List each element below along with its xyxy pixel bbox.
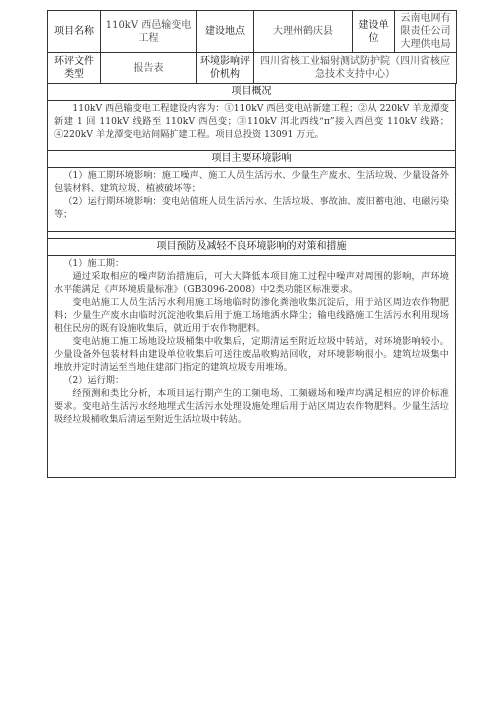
site-value: 大理州鹤庆县 (254, 11, 353, 53)
impacts-body (48, 168, 455, 231)
overview-body (48, 101, 455, 150)
measures-body (48, 256, 455, 477)
site-label: 建设地点 (197, 11, 254, 53)
info-row-2 (48, 53, 457, 84)
measures-title: 项目预防及减轻不良环境影响的对策和措施 (48, 239, 455, 256)
measures-operation: 经预测和类比分析，本项目运行期产生的工频电场、工频磁场和噪声均满足相应的评价标准要求。变电站生活污水经地埋式生活污水处理设施处理后用于站区周边农作物肥料。少量生活垃圾经垃圾桶收集后清运至附近生活垃圾中转站。 (54, 388, 449, 425)
unit-value: 云南电网有限责任公司大理供电局 (395, 11, 457, 53)
agency-label: 环境影响评价机构 (197, 53, 254, 84)
doc-type-label: 环评文件类型 (48, 53, 101, 84)
measures-wastewater: 变电站施工人员生活污水利用施工场地临时防渗化粪池收集沉淀后，用于站区周边农作物肥料；少量生产废水由临时沉淀池收集后用于施工场地洒水降尘；输电线路施工生活污水利用现场租住民房的既有设施收集后，就近用于农作物肥料。 (54, 297, 449, 334)
document-sheet (47, 10, 456, 478)
impacts-title: 项目主要环境影响 (48, 151, 455, 168)
overview-section (47, 84, 456, 151)
info-row-1 (48, 11, 457, 53)
section-divider (48, 232, 455, 239)
impacts-operation: （2）运行期环境影响：变电站值班人员生活污水、生活垃圾、事故油、废旧蓄电池、电磁污染等； (54, 196, 449, 220)
project-info-table (47, 10, 457, 84)
doc-type-value: 报告表 (101, 53, 197, 84)
measures-construction-heading: （1）施工期： (63, 258, 125, 269)
overview-title: 项目概况 (48, 84, 455, 101)
impacts-section (47, 151, 456, 232)
project-name-value: 110kV 西邑输变电工程 (101, 11, 197, 53)
measures-operation-heading: （2）运行期： (63, 375, 125, 386)
agency-value: 四川省核工业辐射测试防护院（四川省核应急技术支持中心） (254, 53, 457, 84)
unit-label: 建设单位 (353, 11, 395, 53)
measures-solid-waste: 变电站施工施工场地设垃圾桶集中收集后，定期清运至附近垃圾中转站，对环境影响较小。少量设备外包装材料由建设单位收集后可送往废品收购站回收，对环境影响很小。建筑垃圾集中堆放并定时清运至当地住建部门指定的建筑垃圾专用堆场。 (54, 336, 449, 373)
overview-text: 110kV 西邑输变电工程建设内容为：①110kV 西邑变电站新建工程；②从 220kV 羊龙潭变新建 1 回 110kV 线路至 110kV 西邑变；③110kV 洱北西线“π”接入西邑变 110kV 线路；④220kV 羊龙潭变电站间隔扩建工程。项目总投资 13091 万元。 (54, 103, 449, 140)
project-name-label: 项目名称 (48, 11, 101, 53)
measures-noise: 通过采取相应的噪声防治措施后，可大大降低本项目施工过程中噪声对周围的影响，声环境水平能满足《声环境质量标准》（GB3096-2008）中2类功能区标准要求。 (54, 271, 449, 295)
measures-section (47, 232, 456, 478)
impacts-construction: （1）施工期环境影响：施工噪声、施工人员生活污水、少量生产废水、生活垃圾、少量设备外包装材料、建筑垃圾、植被破坏等； (54, 170, 449, 194)
